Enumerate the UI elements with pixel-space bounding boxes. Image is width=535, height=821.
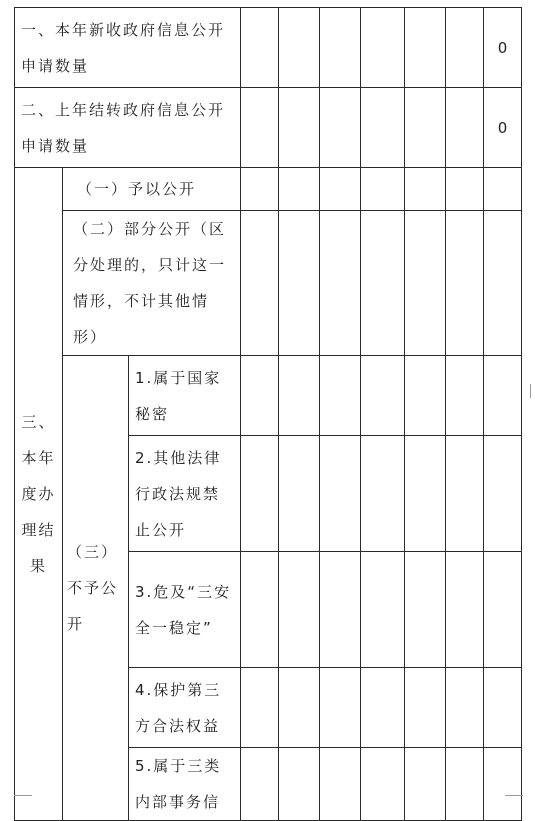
table-cell [320, 88, 361, 168]
sub3-label: 3.危及“三安全一稳定” [129, 552, 241, 668]
table-cell [446, 88, 484, 168]
sub5-label: 5.属于三类内部事务信 [129, 748, 241, 821]
table-cell [320, 552, 361, 668]
table-cell [241, 88, 279, 168]
table-cell [484, 436, 522, 552]
table-cell [405, 168, 446, 211]
row2-total: 0 [484, 88, 522, 168]
table-row [15, 88, 522, 168]
table-cell [484, 168, 522, 211]
table-cell [320, 748, 361, 821]
table-cell [241, 668, 279, 748]
table-cell [405, 211, 446, 356]
table-cell [320, 168, 361, 211]
item1-label: （一）予以公开 [63, 168, 241, 211]
item2-label: （二）部分公开（区分处理的，只计这一情形，不计其他情形） [63, 211, 241, 356]
table-cell [446, 748, 484, 821]
table-cell [279, 668, 320, 748]
row1-total: 0 [484, 8, 522, 88]
table-cell [279, 8, 320, 88]
statistics-table [14, 7, 522, 821]
table-cell [361, 748, 405, 821]
table-cell [279, 552, 320, 668]
table-cell [361, 8, 405, 88]
table-cell [241, 748, 279, 821]
table-row [15, 8, 522, 88]
table-cell [361, 168, 405, 211]
table-cell [484, 668, 522, 748]
table-cell [320, 8, 361, 88]
table-cell [484, 552, 522, 668]
table-row [15, 356, 522, 436]
table-cell [446, 168, 484, 211]
table-cell [405, 552, 446, 668]
table-cell [484, 211, 522, 356]
table-cell [405, 748, 446, 821]
section3-label: 三、本年度办理结果 [15, 168, 63, 821]
page-corner-mark [505, 795, 523, 796]
table-cell [279, 168, 320, 211]
table-cell [241, 211, 279, 356]
table-cell [320, 668, 361, 748]
item3-label: （三）不予公开 [63, 356, 129, 821]
table-row [15, 168, 522, 211]
sub1-label: 1.属于国家秘密 [129, 356, 241, 436]
table-cell [446, 552, 484, 668]
table-cell [320, 356, 361, 436]
table-cell [446, 668, 484, 748]
table-cell [320, 436, 361, 552]
table-cell [279, 88, 320, 168]
table-cell [446, 211, 484, 356]
table-cell [446, 8, 484, 88]
table-cell [279, 436, 320, 552]
table-cell [361, 436, 405, 552]
table-cell [279, 748, 320, 821]
page-corner-mark [14, 795, 32, 796]
table-cell [241, 436, 279, 552]
table-cell [241, 356, 279, 436]
table-cell [484, 748, 522, 821]
table-cell [405, 88, 446, 168]
table-cell [484, 356, 522, 436]
table-cell [320, 211, 361, 356]
table-cell [361, 211, 405, 356]
table-cell [405, 356, 446, 436]
table-cell [361, 552, 405, 668]
table-cell [361, 88, 405, 168]
table-cell [361, 668, 405, 748]
row2-label: 二、上年结转政府信息公开申请数量 [15, 88, 241, 168]
table-cell [241, 8, 279, 88]
row1-label: 一、本年新收政府信息公开申请数量 [15, 8, 241, 88]
table-cell [279, 356, 320, 436]
table-cell [279, 211, 320, 356]
table-row [15, 211, 522, 356]
table-cell [241, 552, 279, 668]
page-edge-mark [530, 384, 531, 398]
sub2-label: 2.其他法律行政法规禁止公开 [129, 436, 241, 552]
table-cell [405, 8, 446, 88]
table-cell [241, 168, 279, 211]
table-cell [405, 436, 446, 552]
sub4-label: 4.保护第三方合法权益 [129, 668, 241, 748]
table-cell [405, 668, 446, 748]
table-cell [361, 356, 405, 436]
table-cell [446, 436, 484, 552]
table-cell [446, 356, 484, 436]
